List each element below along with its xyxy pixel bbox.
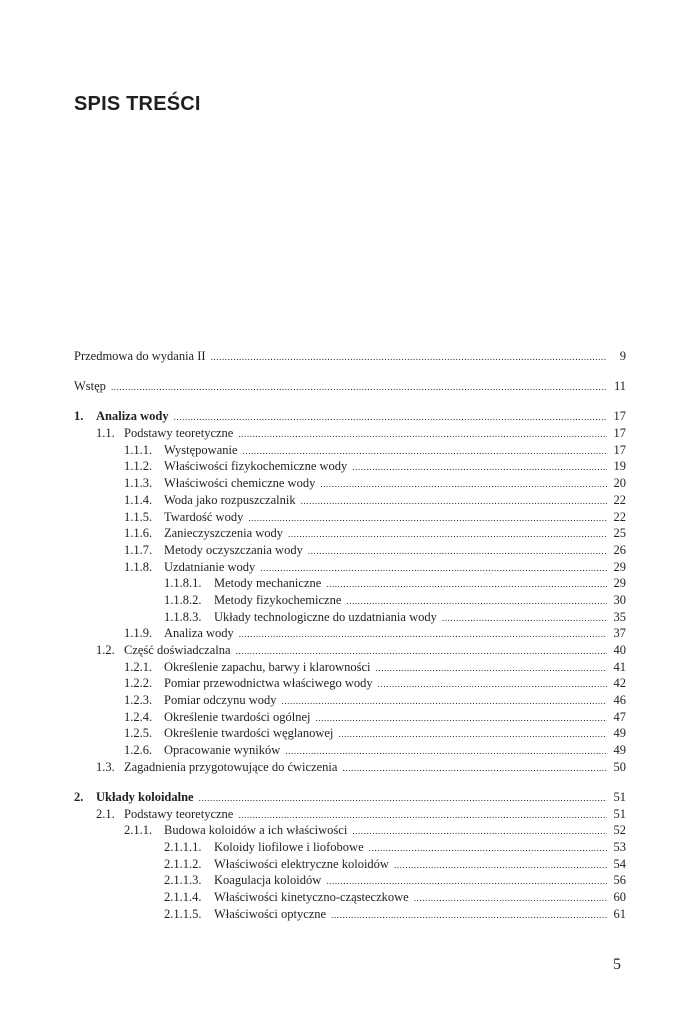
toc-entry-number: 2.1.1.5. (164, 906, 202, 921)
dot-leader (369, 840, 607, 857)
dot-leader (376, 660, 607, 677)
table-of-contents (74, 348, 626, 923)
toc-entry-title: Metody oczyszczania wody (164, 542, 303, 557)
toc-entry (74, 789, 626, 806)
toc-entry-number: 1.1.5. (124, 509, 153, 524)
toc-entry-title: Opracowanie wyników (164, 743, 281, 758)
toc-entry-page: 47 (613, 709, 626, 724)
toc-entry (74, 408, 626, 425)
toc-entry-title: Występowanie (164, 442, 238, 457)
dot-leader (338, 726, 607, 743)
toc-entry-title: Zagadnienia przygotowujące do ćwiczenia (124, 759, 338, 774)
toc-entry-page: 17 (613, 426, 626, 441)
toc-entry-title: Właściwości elektryczne koloidów (214, 856, 389, 871)
toc-entry-number: 1.2.6. (124, 743, 153, 758)
toc-entry-page: 11 (613, 379, 626, 394)
toc-entry-number: 1.1.8.2. (164, 592, 202, 607)
toc-entry-number: 1.1.4. (124, 492, 153, 507)
toc-entry-page: 41 (613, 659, 626, 674)
toc-entry-number: 1.3. (96, 759, 115, 774)
toc-entry-page: 61 (613, 906, 626, 921)
toc-entry-page: 20 (613, 476, 626, 491)
toc-entry (74, 559, 626, 576)
toc-entry-number: 1.2.4. (124, 709, 153, 724)
toc-entry-number: 1.1.3. (124, 476, 153, 491)
toc-entry (74, 839, 626, 856)
toc-entry (74, 542, 626, 559)
toc-entry-number: 1.1.6. (124, 526, 153, 541)
toc-entry-page: 26 (613, 542, 626, 557)
toc-entry (74, 609, 626, 626)
toc-entry-title: Podstawy teoretyczne (124, 426, 234, 441)
toc-entry-page: 54 (613, 856, 626, 871)
toc-entry-title: Układy koloidalne (96, 790, 194, 804)
page-number: 5 (613, 956, 621, 973)
dot-leader (243, 443, 607, 460)
toc-entry-page: 29 (613, 559, 626, 574)
dot-leader (281, 693, 607, 710)
toc-entry (74, 889, 626, 906)
toc-entry-page: 51 (613, 806, 626, 821)
toc-entry-page: 37 (613, 626, 626, 641)
toc-entry-title: Określenie zapachu, barwy i klarowności (164, 659, 371, 674)
toc-entry (74, 856, 626, 873)
toc-entry (74, 348, 626, 365)
toc-entry-number: 2.1.1.2. (164, 856, 202, 871)
dot-leader (236, 643, 607, 660)
toc-entry-page: 9 (619, 349, 626, 363)
toc-entry-page: 50 (613, 759, 626, 774)
dot-leader (342, 760, 607, 777)
toc-entry (74, 642, 626, 659)
toc-entry-number: 1. (74, 409, 84, 424)
dot-leader (248, 510, 607, 527)
dot-leader (394, 857, 607, 874)
toc-entry-title: Zanieczyszczenia wody (164, 526, 284, 541)
toc-entry (74, 592, 626, 609)
dot-leader (352, 823, 607, 840)
dot-leader (111, 379, 607, 396)
toc-entry (74, 509, 626, 526)
toc-entry-page: 51 (613, 790, 626, 804)
dot-leader (211, 349, 607, 366)
toc-entry-title: Wstęp (74, 379, 106, 394)
toc-entry-page: 30 (613, 592, 626, 607)
dot-leader (285, 743, 607, 760)
dot-leader (326, 576, 607, 593)
dot-leader (308, 543, 607, 560)
toc-entry-title: Właściwości kinetyczno-cząsteczkowe (214, 890, 409, 905)
dot-leader (199, 790, 607, 807)
toc-entry-title: Układy technologiczne do uzdatniania wody (214, 609, 437, 624)
toc-entry (74, 442, 626, 459)
toc-entry-number: 2.1.1.3. (164, 873, 202, 888)
toc-entry (74, 659, 626, 676)
toc-entry-page: 17 (613, 409, 626, 424)
toc-entry (74, 475, 626, 492)
toc-entry-page: 60 (613, 890, 626, 905)
toc-entry-number: 1.1.8.3. (164, 609, 202, 624)
toc-entry-page: 49 (613, 743, 626, 758)
toc-entry-page: 53 (613, 840, 626, 855)
toc-entry (74, 425, 626, 442)
toc-entry-page: 22 (613, 492, 626, 507)
toc-entry-page: 19 (613, 459, 626, 474)
toc-entry-number: 1.1.8.1. (164, 576, 202, 591)
toc-entry (74, 709, 626, 726)
toc-entry (74, 759, 626, 776)
toc-entry-title: Określenie twardości węglanowej (164, 726, 334, 741)
dot-leader (414, 890, 607, 907)
toc-entry-number: 1.2.1. (124, 659, 153, 674)
toc-entry-title: Koagulacja koloidów (214, 873, 322, 888)
dot-leader (326, 873, 607, 890)
toc-entry (74, 492, 626, 509)
toc-entry-number: 1.2.5. (124, 726, 153, 741)
toc-entry (74, 525, 626, 542)
toc-entry-page: 49 (613, 726, 626, 741)
toc-entry-title: Koloidy liofilowe i liofobowe (214, 840, 364, 855)
toc-entry-title: Uzdatnianie wody (164, 559, 256, 574)
dot-leader (301, 493, 607, 510)
toc-entry-page: 25 (613, 526, 626, 541)
dot-leader (260, 560, 607, 577)
dot-leader (315, 710, 607, 727)
toc-entry (74, 872, 626, 889)
toc-entry-number: 1.1.8. (124, 559, 153, 574)
dot-leader (174, 409, 607, 426)
toc-entry-title: Metody fizykochemiczne (214, 592, 342, 607)
toc-entry-title: Przedmowa do wydania II (74, 349, 206, 363)
toc-entry-title: Analiza wody (164, 626, 234, 641)
toc-entry-number: 2.1.1.1. (164, 840, 202, 855)
toc-entry (74, 906, 626, 923)
toc-entry-number: 1.2. (96, 643, 115, 657)
toc-entry-title: Metody mechaniczne (214, 576, 322, 591)
toc-entry-title: Woda jako rozpuszczalnik (164, 492, 296, 507)
toc-entry-number: 2.1.1. (124, 823, 153, 838)
toc-entry-number: 1.1.7. (124, 542, 153, 557)
toc-entry-number: 1.1.1. (124, 442, 153, 457)
dot-leader (442, 610, 607, 627)
toc-entry-number: 2.1. (96, 806, 115, 821)
dot-leader (238, 426, 607, 443)
toc-entry-title: Właściwości optyczne (214, 906, 327, 921)
toc-entry-number: 1.2.2. (124, 676, 153, 691)
toc-entry (74, 692, 626, 709)
toc-entry-page: 52 (613, 823, 626, 838)
toc-entry (74, 458, 626, 475)
dot-leader (378, 676, 607, 693)
dot-leader (238, 807, 607, 824)
toc-entry-title: Określenie twardości ogólnej (164, 709, 311, 724)
dot-leader (239, 626, 607, 643)
toc-entry (74, 575, 626, 592)
toc-entry (74, 378, 626, 395)
dot-leader (320, 476, 607, 493)
toc-entry-page: 17 (613, 442, 626, 457)
dot-leader (331, 907, 607, 924)
toc-entry-page: 56 (613, 873, 626, 888)
toc-entry-page: 22 (613, 509, 626, 524)
page-heading: SPIS TREŚCI (74, 93, 201, 115)
toc-entry-title: Pomiar przewodnictwa właściwego wody (164, 676, 373, 691)
toc-entry-title: Właściwości fizykochemiczne wody (164, 459, 348, 474)
toc-entry-title: Właściwości chemiczne wody (164, 476, 316, 491)
toc-entry (74, 675, 626, 692)
toc-entry (74, 806, 626, 823)
toc-entry-page: 29 (613, 576, 626, 591)
toc-entry-page: 42 (613, 676, 626, 691)
dot-leader (288, 526, 607, 543)
toc-entry-title: Podstawy teoretyczne (124, 806, 234, 821)
dot-leader (352, 459, 607, 476)
toc-entry-page: 35 (613, 609, 626, 624)
dot-leader (346, 593, 607, 610)
toc-entry-title: Pomiar odczynu wody (164, 693, 277, 708)
toc-entry (74, 822, 626, 839)
toc-entry-page: 40 (613, 643, 626, 657)
toc-entry-title: Część doświadczalna (124, 643, 231, 657)
toc-entry-title: Twardość wody (164, 509, 244, 524)
toc-entry-page: 46 (613, 693, 626, 708)
toc-entry (74, 742, 626, 759)
toc-entry-number: 1.1.2. (124, 459, 153, 474)
toc-entry-title: Analiza wody (96, 409, 169, 424)
toc-entry-number: 2.1.1.4. (164, 890, 202, 905)
toc-entry-number: 2. (74, 790, 84, 804)
toc-entry (74, 725, 626, 742)
toc-entry-number: 1.2.3. (124, 693, 153, 708)
toc-entry (74, 625, 626, 642)
toc-entry-number: 1.1.9. (124, 626, 153, 641)
toc-entry-number: 1.1. (96, 426, 115, 441)
toc-entry-title: Budowa koloidów a ich właściwości (164, 823, 348, 838)
